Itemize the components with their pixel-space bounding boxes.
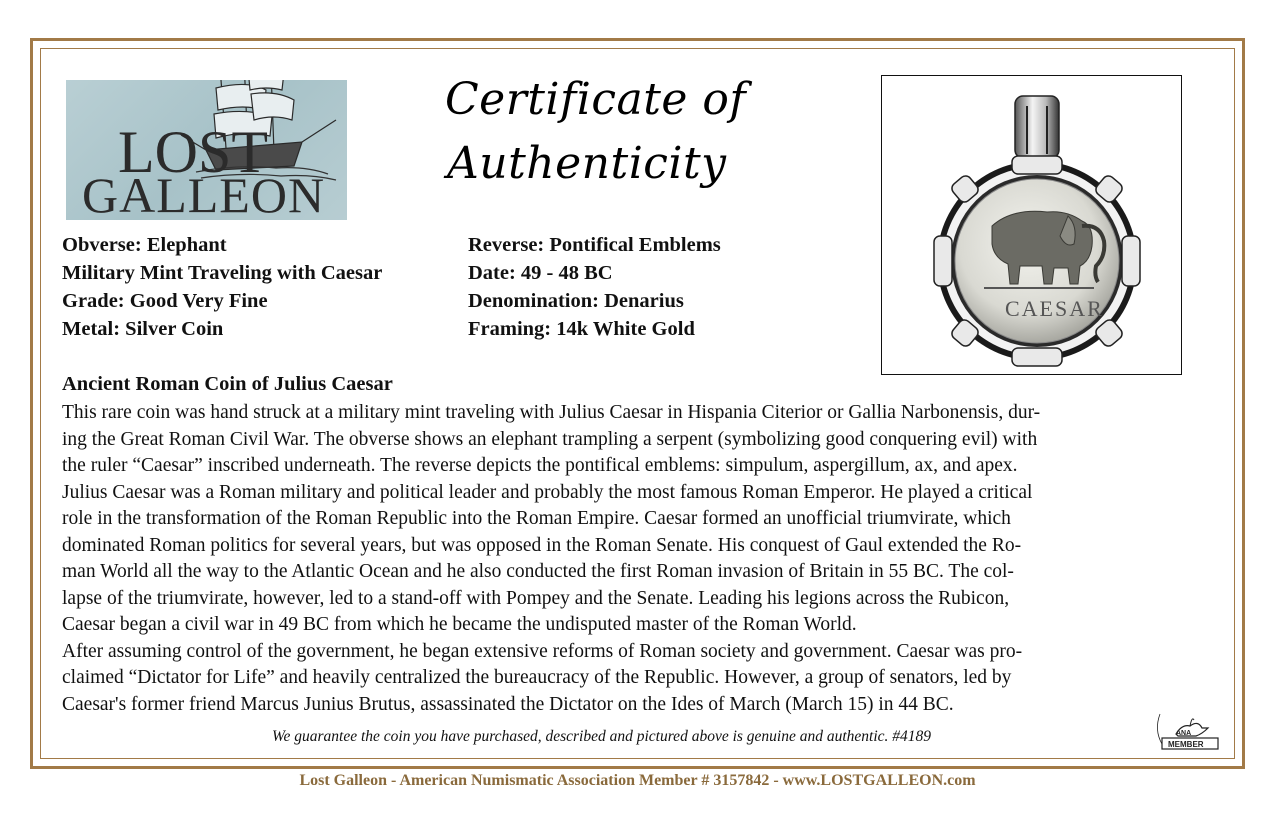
description-line: man World all the way to the Atlantic Ocean and he also conducted the first Roman invasion of Britain in 55 BC. The col- <box>62 561 1014 582</box>
coin-pendant-image <box>882 76 1180 373</box>
coin-pendant-photo <box>881 75 1182 375</box>
description-line: the ruler “Caesar” inscribed underneath. The reverse depicts the pontifical emblems: simpulum, aspergillum, ax, and apex. <box>62 455 1018 476</box>
description-line: role in the transformation of the Roman Republic into the Roman Empire. Caesar formed an unofficial triumvirate, which <box>62 508 1011 529</box>
spec-framing: Framing: 14k White Gold <box>468 318 695 340</box>
spec-date: Date: 49 - 48 BC <box>468 262 613 284</box>
badge-member: MEMBER <box>1168 740 1204 749</box>
spec-metal: Metal: Silver Coin <box>62 318 224 340</box>
description-line: This rare coin was hand struck at a military mint traveling with Julius Caesar in Hispania Citerior or Gallia Narbonensis, dur- <box>62 402 1041 423</box>
description-heading: Ancient Roman Coin of Julius Caesar <box>62 373 393 395</box>
badge-ana: ANA <box>1176 730 1192 737</box>
description-line: Caesar began a civil war in 49 BC from which he became the undisputed master of the Roman World. <box>62 614 857 635</box>
footer-text: Lost Galleon - American Numismatic Association Member # 3157842 - www.LOSTGALLEON.com <box>299 772 976 789</box>
spec-reverse: Reverse: Pontifical Emblems <box>468 234 721 256</box>
description-line: ing the Great Roman Civil War. The obverse shows an elephant trampling a serpent (symbolizing good conquering evil) with <box>62 428 1038 450</box>
description-line: Julius Caesar was a Roman military and political leader and probably the most famous Roman Emperor. He played a critical <box>62 481 1033 503</box>
specs-right-column <box>468 231 721 343</box>
description-line: Caesar's former friend Marcus Junius Brutus, assassinated the Dictator on the Ides of March (March 15) in 44 BC. <box>62 693 954 715</box>
title-line1: Certificate of <box>445 74 747 125</box>
spec-mint: Military Mint Traveling with Caesar <box>62 262 383 284</box>
description-line: dominated Roman politics for several years, but was opposed in the Roman Senate. His conquest of Gaul extended the Ro- <box>62 534 1022 556</box>
logo-line2: GALLEON <box>82 167 326 220</box>
guarantee-statement: We guarantee the coin you have purchased, described and pictured above is genuine and authentic. #4189 <box>272 728 932 745</box>
certificate-title <box>445 68 775 196</box>
spec-denomination: Denomination: Denarius <box>468 290 684 312</box>
description-line: After assuming control of the government, he began extensive reforms of Roman society and government. Caesar was pro- <box>62 640 1023 662</box>
lost-galleon-logo <box>66 80 347 220</box>
description-line: lapse of the triumvirate, however, led to a stand-off with Pompey and the Senate. Leading his legions across the Rubicon, <box>62 587 1010 609</box>
spec-obverse: Obverse: Elephant <box>62 234 227 256</box>
ana-member-badge <box>1152 708 1222 758</box>
description-line: claimed “Dictator for Life” and heavily centralized the bureaucracy of the Republic. However, a group of senators, led by <box>62 667 1012 688</box>
coin-inscription: CAESAR <box>1005 296 1104 321</box>
specs-left-column <box>62 231 382 343</box>
ship-logo-icon <box>66 80 347 220</box>
spec-grade: Grade: Good Very Fine <box>62 290 268 312</box>
lamp-icon <box>1152 708 1222 758</box>
description-body <box>62 400 1212 718</box>
title-line2: Authenticity <box>447 138 727 189</box>
logo-line1: LOST <box>118 119 268 185</box>
